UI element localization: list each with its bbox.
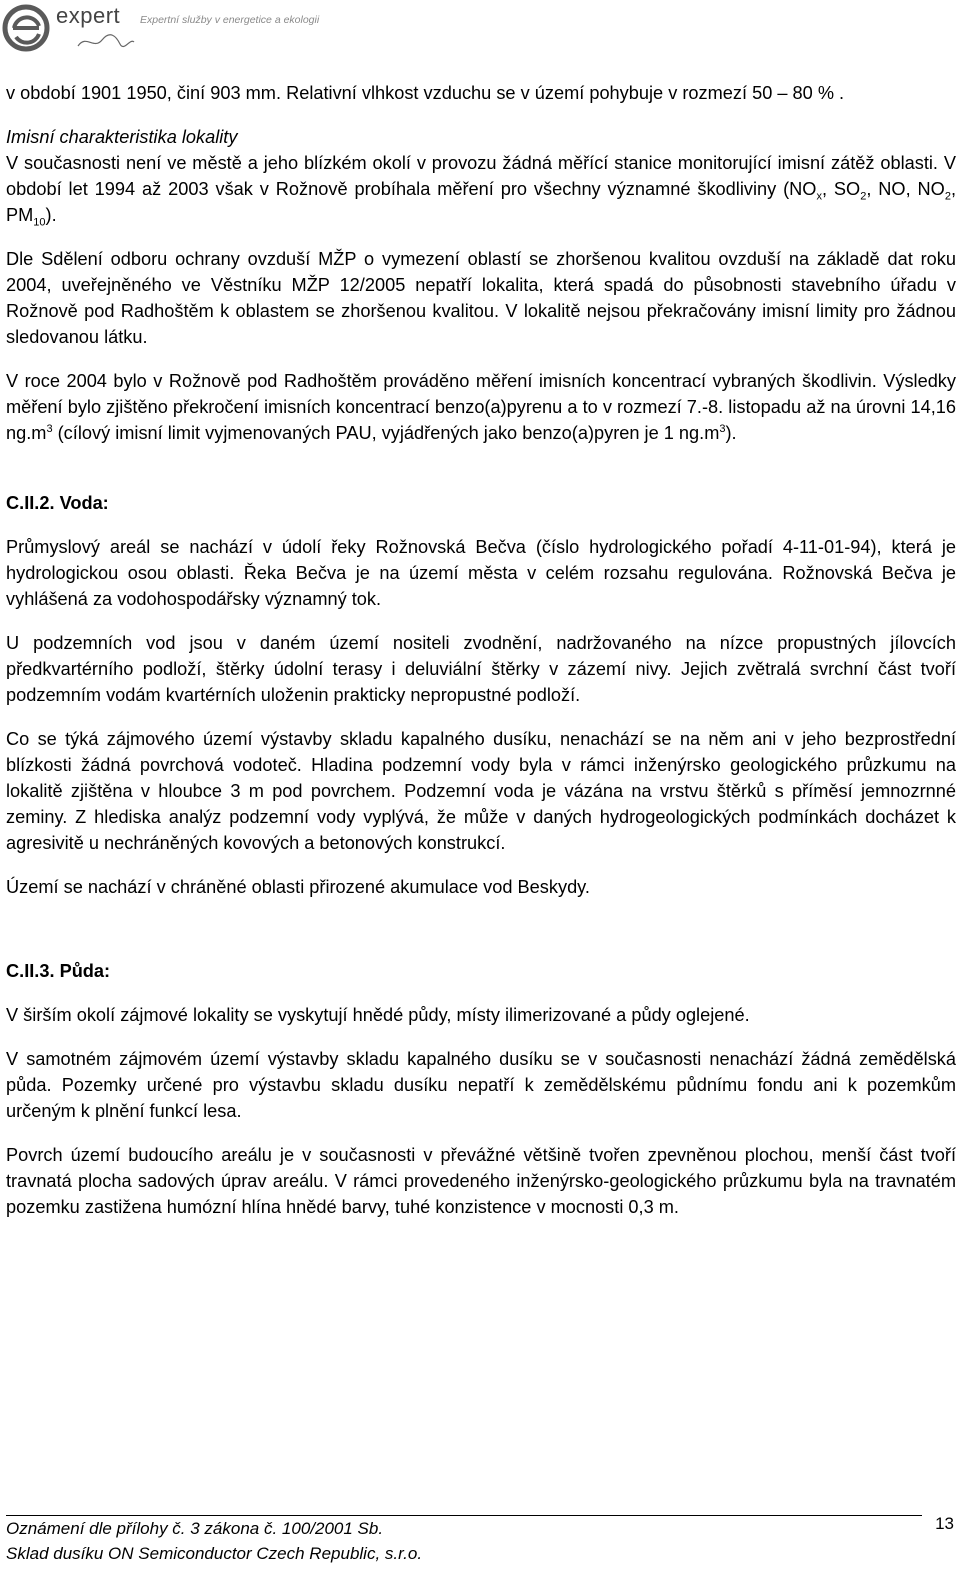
page-footer: [6, 1516, 956, 1566]
footer-line-2: Sklad dusíku ON Semiconductor Czech Republic, s.r.o.: [6, 1544, 423, 1563]
document-body: [6, 80, 956, 1220]
company-logo: [0, 0, 330, 58]
paragraph-voda-4: Území se nachází v chráněné oblasti přirozené akumulace vod Beskydy.: [6, 877, 590, 897]
logo-text: expert: [56, 3, 121, 28]
paragraph-voda-1: Průmyslový areál se nachází v údolí řeky Rožnovská Bečva (číslo hydrologického pořadí 4-11-01-94), která je hydrologickou osou oblasti. Řeka Bečva je na území města v celém rozsahu regulována. Rožnovská Bečva je vyhlášená za vodohospodářsky významný tok.: [6, 537, 956, 609]
text-run: ).: [45, 205, 57, 225]
page-number: 13: [935, 1514, 954, 1533]
paragraph-voda-2: U podzemních vod jsou v daném území nositeli zvodnění, nadržovaného na nízce propustných jílovcích předkvartérního podloží, štěrky údolní terasy i deluviální štěrky v zázemí nivy. Jejich zvětralá svrchní část tvoří podzemním vodám kvartérních uloženin prakticky nepropustné podloží.: [6, 633, 956, 705]
subscript: 2: [944, 190, 951, 203]
subscript: 2: [860, 190, 867, 203]
text-run: (cílový imisní limit vyjmenovaných PAU, vyjádřených jako benzo(a)pyren je 1 ng.m: [52, 423, 720, 443]
section-heading-voda: C.II.2. Voda:: [6, 493, 109, 513]
subscript: x: [816, 190, 822, 203]
text-run: , NO, NO: [866, 179, 945, 199]
superscript: 3: [719, 422, 726, 435]
subscript: 10: [33, 216, 46, 229]
text-run: V současnosti není ve městě a jeho blízkém okolí v provozu žádná měřící stanice monitorující imisní zátěž oblasti. V období let 1994 až 2003 však v Rožnově probíhala měření pro všechny významné škodliviny (NO: [6, 153, 956, 199]
paragraph-puda-1: V širším okolí zájmové lokality se vyskytují hnědé půdy, místy ilimerizované a půdy oglejené.: [6, 1005, 750, 1025]
paragraph-puda-3: Povrch území budoucího areálu je v současnosti v převážné většině tvořen zpevněnou plochou, menší část tvoří travnatá plocha sadových úprav areálu. V rámci provedeného inženýrsko-geologického průzkumu byla na travnatém pozemku zastižena humózní hlína hnědé barvy, tuhé konzistence v mocnosti 0,3 m.: [6, 1145, 956, 1217]
paragraph-imise: [6, 150, 956, 228]
text-run: , PM: [6, 179, 956, 225]
logo-e-icon: [0, 0, 60, 56]
paragraph-measurement-2004: [6, 368, 956, 446]
section-heading-puda: C.II.3. Půda:: [6, 961, 111, 981]
signature-icon: [76, 30, 136, 52]
text-run: , SO: [821, 179, 861, 199]
footer-line-1: Oznámení dle přílohy č. 3 zákona č. 100/2001 Sb.: [6, 1519, 384, 1538]
paragraph-voda-3: Co se týká zájmového území výstavby skladu kapalného dusíku, nenachází se na něm ani v jeho bezprostřední blízkosti žádná povrchová vodoteč. Hladina podzemní vody byla v rámci inženýrsko geologického průzkumu na lokalitě zjištěna v hloubce 3 m pod povrchem. Podzemní voda je vázána na vrstvu štěrků s příměsí jemnozrnné zeminy. Z hlediska analýz podzemní vody vyplývá, že může v daných hydrogeologických podmínkách docházet k agresivitě u nechráněných kovových a betonových konstrukcí.: [6, 729, 956, 853]
section-title-imise: Imisní charakteristika lokality: [6, 127, 238, 147]
text-run: V roce 2004 bylo v Rožnově pod Radhoštěm prováděno měření imisních koncentrací vybraných škodlivin. Výsledky měření bylo zjištěno překročení imisních koncentrací benzo(a)pyrenu a to v rozmezí 7.-8. listopadu až na úrovni 14,16 ng.m: [6, 371, 956, 443]
paragraph-puda-2: V samotném zájmovém území výstavby skladu kapalného dusíku se v současnosti nenachází žádná zemědělská půda. Pozemky určené pro výstavbu skladu dusíku nepatří k zemědělskému půdnímu fondu ani k pozemkům určeným k plnění funkcí lesa.: [6, 1049, 956, 1121]
text-run: ).: [725, 423, 737, 443]
paragraph-mzp: Dle Sdělení odboru ochrany ovzduší MŽP o vymezení oblastí se zhoršenou kvalitou ovzduší na základě dat roku 2004, uveřejněného ve Věstníku MŽP 12/2005 nepatří lokalita, která spadá do působnosti stavebního úřadu v Rožnově pod Radhoštěm k oblastem se zhoršenou kvalitou. V lokalitě nejsou překračovány imisní limity pro žádnou sledovanou látku.: [6, 249, 956, 347]
paragraph-precipitation: v období 1901 1950, činí 903 mm. Relativní vlhkost vzduchu se v území pohybuje v rozmezí 50 – 80 % .: [6, 83, 845, 103]
superscript: 3: [46, 422, 53, 435]
logo-tagline: Expertní služby v energetice a ekologii: [140, 14, 320, 26]
